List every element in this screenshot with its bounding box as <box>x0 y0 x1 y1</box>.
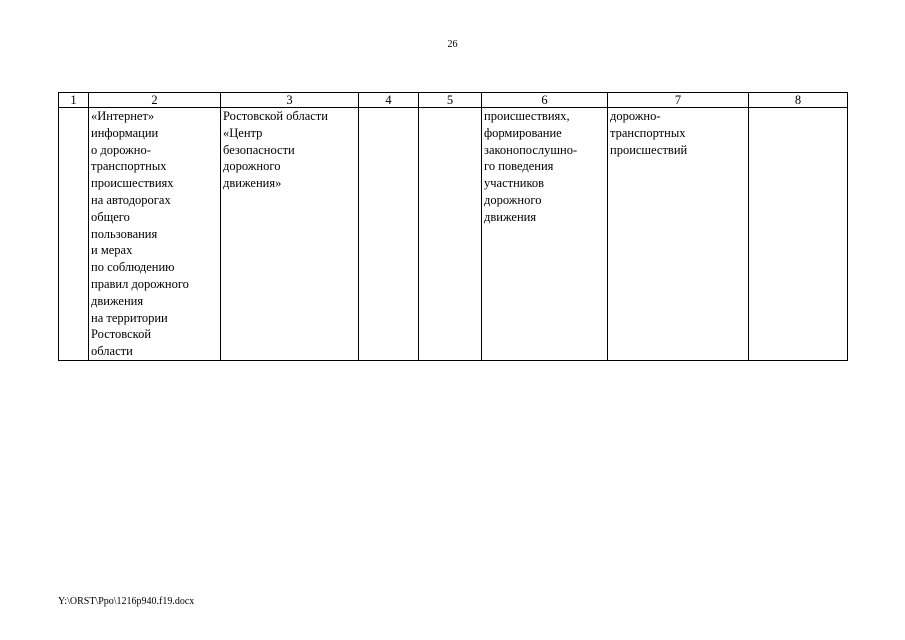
cell-text-line: о дорожно- <box>91 142 151 157</box>
column-header-7: 7 <box>608 93 749 108</box>
cell-text-line: участников <box>484 176 545 191</box>
cell-text-line: происшествий <box>610 142 688 157</box>
cell-text-line: Ростовской <box>91 327 152 342</box>
cell-text-line: Ростовской области <box>223 109 328 123</box>
cell-text-line: общего <box>91 209 130 224</box>
cell-text-line: происшествиях <box>91 176 174 191</box>
table-cell-col-7 <box>608 108 749 361</box>
cell-text-line: по соблюдению <box>91 260 175 275</box>
table-cell-col-4 <box>359 108 419 361</box>
table-cell-col-6 <box>482 108 608 361</box>
column-header-6: 6 <box>482 93 608 108</box>
cell-text-line: дорожного <box>223 159 281 174</box>
cell-text-line: происшествиях, <box>484 109 570 123</box>
column-header-3: 3 <box>221 93 359 108</box>
cell-text-line: движения <box>91 293 144 308</box>
cell-text-line: «Интернет» <box>91 109 155 123</box>
column-header-4: 4 <box>359 93 419 108</box>
cell-text-line: области <box>91 344 133 359</box>
cell-text-line: го поведения <box>484 159 554 174</box>
cell-text-line: правил дорожного <box>91 276 189 291</box>
cell-text-line: дорожно- <box>610 109 661 123</box>
column-header-1: 1 <box>59 93 89 108</box>
table-cell-col-5 <box>419 108 482 361</box>
cell-text-line: «Центр <box>223 125 263 140</box>
table-cell-col-8 <box>749 108 848 361</box>
cell-text-line: движения» <box>223 176 282 191</box>
column-header-8: 8 <box>749 93 848 108</box>
cell-text-line: транспортных <box>610 125 686 140</box>
document-table <box>58 92 848 361</box>
table-row <box>59 108 848 361</box>
cell-text-line: на автодорогах <box>91 192 171 207</box>
column-header-5: 5 <box>419 93 482 108</box>
table-header-row <box>59 93 848 108</box>
cell-text-line: информации <box>91 125 159 140</box>
cell-text-line: движения <box>484 209 537 224</box>
page-number: 26 <box>447 39 458 50</box>
cell-text-line: безопасности <box>223 142 295 157</box>
column-header-2: 2 <box>89 93 221 108</box>
cell-text-line: и мерах <box>91 243 133 258</box>
cell-text-line: пользования <box>91 226 158 241</box>
cell-text-line: законопослушно- <box>484 142 578 157</box>
table-cell-col-2 <box>89 108 221 361</box>
cell-text-line: транспортных <box>91 159 167 174</box>
cell-text-line: на территории <box>91 310 168 325</box>
cell-text-line: формирование <box>484 125 562 140</box>
footer-file-path: Y:\ORST\Ppo\1216p940.f19.docx <box>58 596 195 607</box>
table-cell-col-1 <box>59 108 89 361</box>
cell-text-line: дорожного <box>484 192 542 207</box>
table-cell-col-3 <box>221 108 359 361</box>
